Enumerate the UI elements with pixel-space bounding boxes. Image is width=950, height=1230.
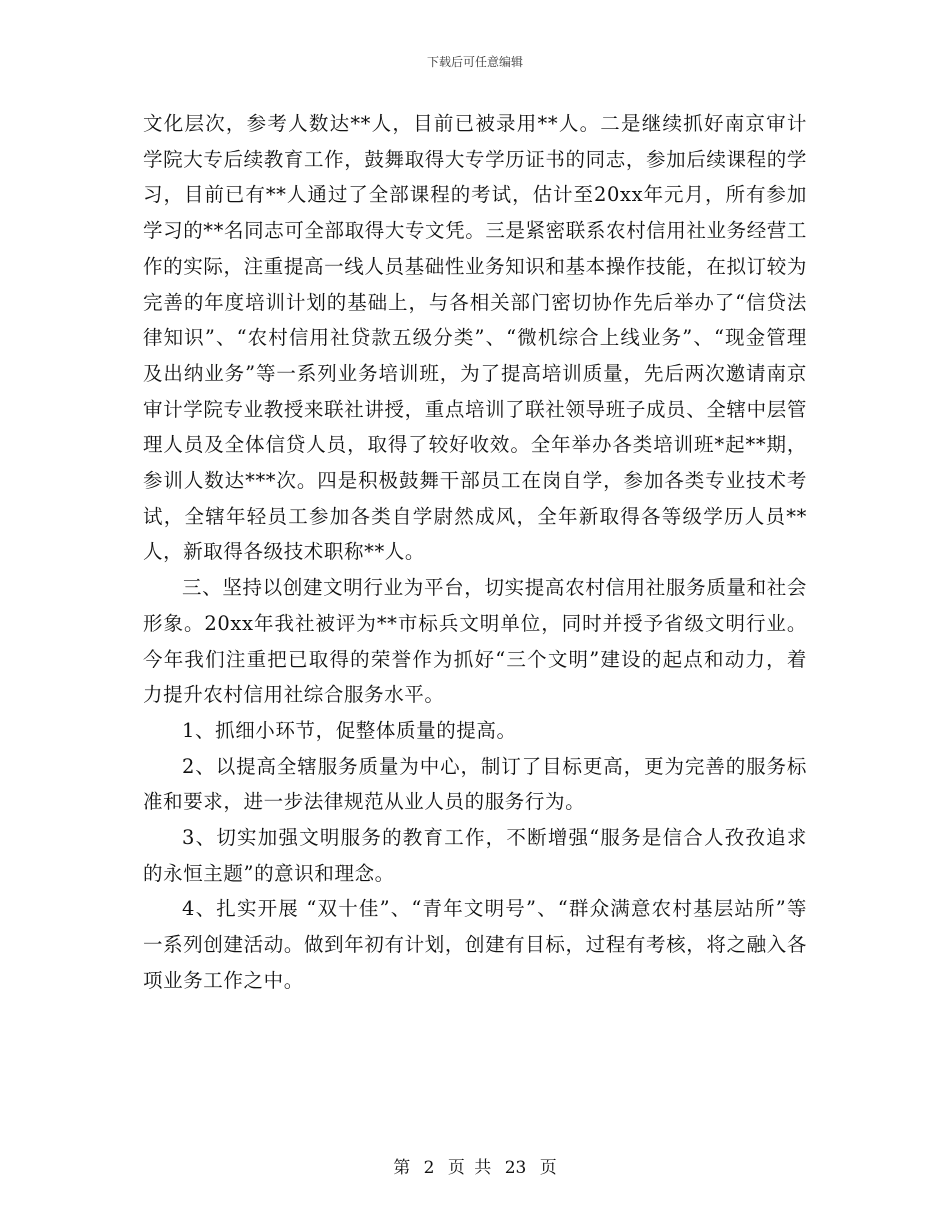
- total-page-count: 23: [504, 1158, 527, 1178]
- current-page-number: 2: [423, 1158, 435, 1178]
- list-item: 2、以提高全辖服务质量为中心，制订了目标更高，更为完善的服务标准和要求，进一步法律规范从业人员的服务行为。: [143, 754, 807, 814]
- body-paragraph: 三、坚持以创建文明行业为平台，切实提高农村信用社服务质量和社会形象。20xx年我社被评为**市标兵文明单位，同时并授予省级文明行业。今年我们注重把已取得的荣誉作为抓好“三个文明”建设的起点和动力，着力提升农村信用社综合服务水平。: [143, 576, 807, 707]
- list-item: 1、抓细小环节，促整体质量的提高。: [182, 718, 517, 742]
- list-item: 4、扎实开展 “双十佳”、“青年文明号”、“群众满意农村基层站所”等一系列创建活动。做到年初有计划，创建有目标，过程有考核，将之融入各项业务工作之中。: [143, 897, 807, 992]
- page-number-suffix: 页: [539, 1158, 557, 1178]
- page-number-prefix: 第: [393, 1158, 411, 1178]
- list-item: 3、切实加强文明服务的教育工作，不断增强“服务是信合人孜孜追求的永恒主题”的意识和理念。: [143, 826, 807, 885]
- document-body: [143, 106, 807, 999]
- page-footer: [0, 1153, 950, 1178]
- page-number-middle: 页 共: [447, 1158, 492, 1178]
- page-header: 下载后可任意编辑: [426, 55, 523, 69]
- body-paragraph: 文化层次，参考人数达**人，目前已被录用**人。二是继续抓好南京审计学院大专后续教育工作，鼓舞取得大专学历证书的同志，参加后续课程的学习，目前已有**人通过了全部课程的考试，估计至20xx年元月，所有参加学习的**名同志可全部取得大专文凭。三是紧密联系农村信用社业务经营工作的实际，注重提高一线人员基础性业务知识和基本操作技能，在拟订较为完善的年度培训计划的基础上，与各相关部门密切协作先后举办了“信贷法律知识”、“农村信用社贷款五级分类”、“微机综合上线业务”、“现金管理及出纳业务”等一系列业务培训班，为了提高培训质量，先后两次邀请南京审计学院专业教授来联社讲授，重点培训了联社领导班子成员、全辖中层管理人员及全体信贷人员，取得了较好收效。全年举办各类培训班*起**期，参训人数达***次。四是积极鼓舞干部员工在岗自学，参加各类专业技术考试，全辖年轻员工参加各类自学尉然成风，全年新取得各等级学历人员**人，新取得各级技术职称**人。: [143, 112, 807, 564]
